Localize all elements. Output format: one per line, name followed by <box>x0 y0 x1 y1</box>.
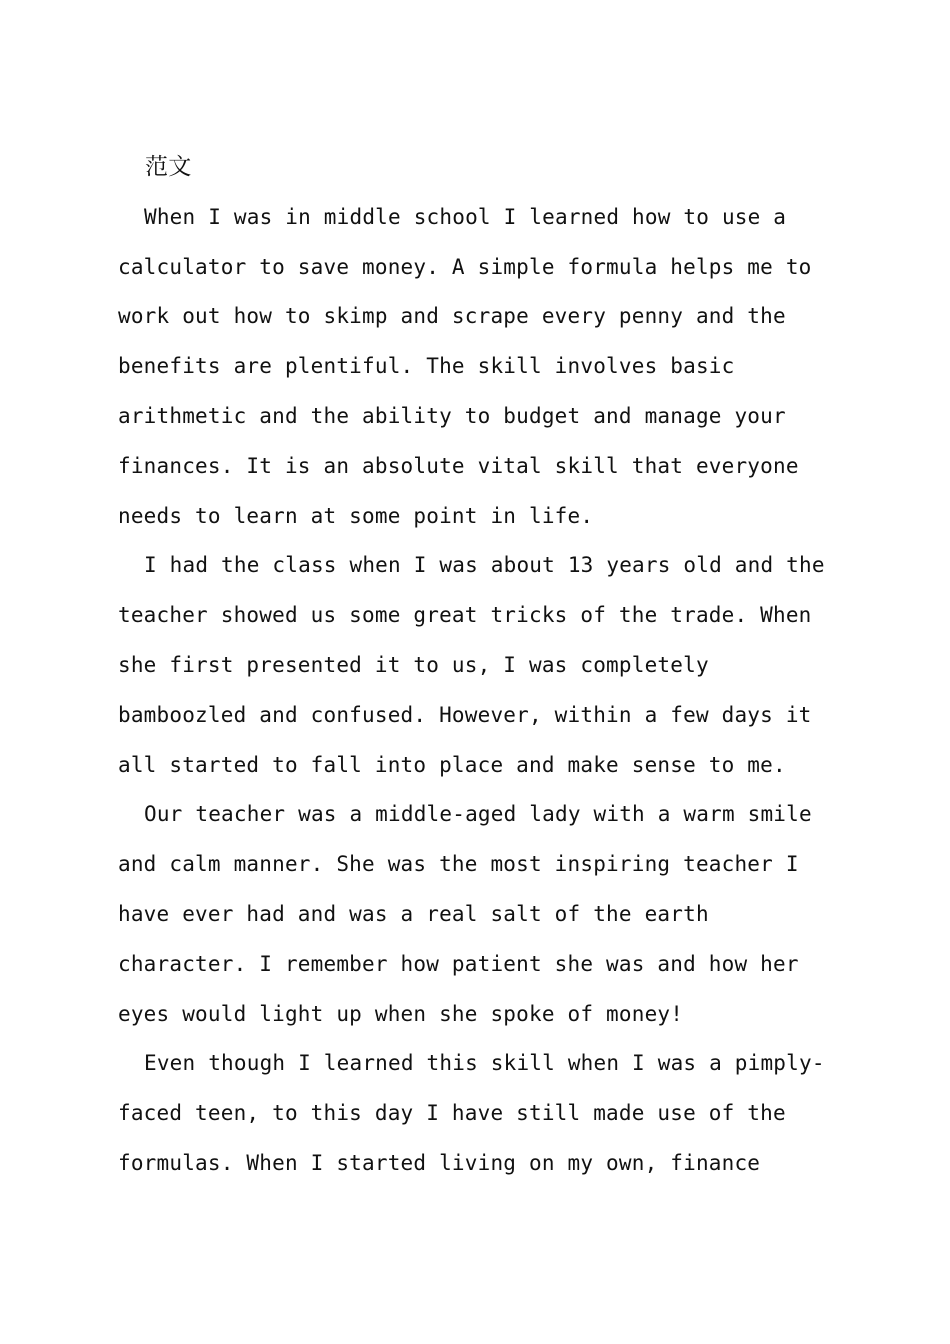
document-body <box>118 143 828 1189</box>
paragraph-1: When I was in middle school I learned how to use a calculator to save money. A simple formula helps me to work out how to skimp and scrape every penny and the benefits are plentiful. The skill involves basic arithmetic and the ability to budget and manage your finances. It is an absolute vital skill that everyone needs to learn at some point in life. <box>118 204 812 528</box>
document-heading: 范文 <box>145 154 192 180</box>
paragraph-3: Our teacher was a middle-aged lady with a warm smile and calm manner. She was the most inspiring teacher I have ever had and was a real salt of the earth character. I remember how patient she was and how her eyes would light up when she spoke of money! <box>118 802 812 1026</box>
paragraph-2: I had the class when I was about 13 years old and the teacher showed us some great tricks of the trade. When she first presented it to us, I was completely bamboozled and confused. However, within a few days it all started to fall into place and make sense to me. <box>118 553 825 777</box>
paragraph-4: Even though I learned this skill when I was a pimply-faced teen, to this day I have still made use of the formulas. When I started living on my own, finance <box>118 1051 825 1175</box>
